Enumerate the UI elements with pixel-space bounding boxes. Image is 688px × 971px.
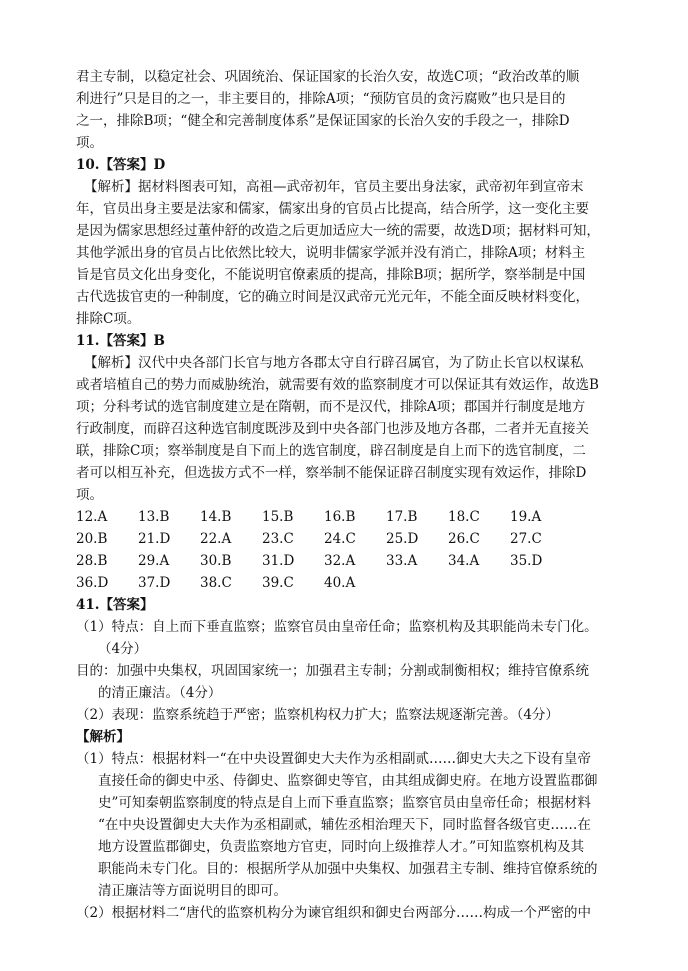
- answer-heading: 41.【答案】: [76, 597, 154, 613]
- answer-line: （4分）: [98, 641, 148, 657]
- answer-cell: 34.A: [448, 553, 480, 569]
- answer-cell: 29.A: [138, 553, 170, 569]
- answer-cell: 16.B: [324, 509, 356, 525]
- text-line: 行政制度，而辟召这种选官制度既涉及到中央各部门也涉及地方各郡，二者并无直接关: [76, 421, 589, 437]
- answer-row: [76, 506, 621, 528]
- text-line: 联，排除C项；察举制度是自下而上的选官制度，辟召制度是自上而下的选官制度，二: [76, 443, 586, 459]
- text-line: 【解析】汉代中央各部门长官与地方各郡太守自行辟召属官，为了防止长官以权谋私: [84, 355, 584, 371]
- text-line: 旨是官员文化出身变化，不能说明官僚素质的提高，排除B项；据所学，察举制是中国: [76, 267, 586, 283]
- text-line: 君主专制，以稳定社会、巩固统治、保证国家的长治久安，故选C项；“政治改革的顺: [76, 69, 580, 85]
- answer-cell: 19.A: [510, 509, 542, 525]
- answer-row: [76, 550, 621, 572]
- text-line: 排除C项。: [76, 311, 141, 327]
- answer-cell: 37.D: [138, 575, 171, 591]
- answer-cell: 33.A: [386, 553, 418, 569]
- text-line: 项。: [76, 135, 103, 151]
- answer-heading: 11.【答案】B: [76, 333, 165, 349]
- question-41: [76, 594, 621, 924]
- question-11: [76, 330, 621, 506]
- answer-line: （1）特点：自上而下垂直监察；监察官员由皇帝任命；监察机构及其职能尚未专门化。: [76, 619, 598, 635]
- answer-cell: 38.C: [200, 575, 232, 591]
- answer-cell: 12.A: [76, 509, 108, 525]
- answer-cell: 31.D: [262, 553, 295, 569]
- analysis-line: “在中央设置御史大夫作为丞相副贰，辅佐丞相治理天下，同时监督各级官吏……在: [98, 817, 591, 833]
- text-line: 之一，排除B项；“健全和完善制度体系”是保证国家的长治久安的手段之一，排除D: [76, 113, 570, 129]
- analysis-line: 地方设置监郡御史，负责监察地方官吏，同时向上级推荐人才。”可知监察机构及其: [98, 839, 585, 855]
- analysis-line: 职能尚未专门化。目的：根据所学从加强中央集权、加强君主专制、维持官僚系统的: [98, 861, 598, 877]
- text-line: 【解析】据材料图表可知，高祖—武帝初年，官员主要出身法家，武帝初年到宣帝末: [84, 179, 584, 195]
- paragraph-q9-tail: [76, 66, 621, 154]
- text-line: 者可以相互补充，但选拔方式不一样，察举制不能保证辟召制度实现有效运作，排除D: [76, 465, 587, 481]
- text-line: 其他学派出身的官员占比依然比较大，说明非儒家学派并没有消亡，排除A项；材料主: [76, 245, 586, 261]
- answer-line: 目的：加强中央集权，巩固国家统一；加强君主专制；分割或制衡相权；维持官僚系统: [76, 663, 589, 679]
- answer-cell: 32.A: [324, 553, 356, 569]
- answer-cell: 25.D: [386, 531, 419, 547]
- answer-cell: 18.C: [448, 509, 480, 525]
- text-line: 古代选拔官吏的一种制度，它的确立时间是汉武帝元光元年，不能全面反映材料变化，: [76, 289, 589, 305]
- answer-line: （2）表现：监察系统趋于严密；监察机构权力扩大；监察法规逐渐完善。（4分）: [76, 707, 559, 723]
- answer-cell: 40.A: [324, 575, 356, 591]
- answer-cell: 20.B: [76, 531, 108, 547]
- answer-cell: 23.C: [262, 531, 294, 547]
- answer-row: [76, 528, 621, 550]
- answer-cell: 24.C: [324, 531, 356, 547]
- answer-line: 的清正廉洁。（4分）: [98, 685, 222, 701]
- answer-key-grid: [76, 506, 621, 594]
- answer-row: [76, 572, 621, 594]
- analysis-line: （1）特点：根据材料一“在中央设置御史大夫作为丞相副贰……御史大夫之下设有皇帝: [76, 751, 591, 767]
- answer-cell: 21.D: [138, 531, 171, 547]
- text-line: 项。: [76, 487, 103, 503]
- question-10: [76, 154, 621, 330]
- answer-cell: 28.B: [76, 553, 108, 569]
- answer-cell: 39.C: [262, 575, 294, 591]
- answer-cell: 14.B: [200, 509, 232, 525]
- analysis-line: （2）根据材料二“唐代的监察机构分为谏官组织和御史台两部分……构成一个严密的中: [76, 905, 591, 921]
- text-line: 是因为儒家思想经过董仲舒的改造之后更加适应大一统的需要，故选D项；据材料可知，: [76, 223, 600, 239]
- analysis-line: 清正廉洁等方面说明目的即可。: [98, 883, 287, 899]
- answer-cell: 15.B: [262, 509, 294, 525]
- answer-cell: 27.C: [510, 531, 542, 547]
- document-page: [76, 66, 621, 924]
- text-line: 年，官员出身主要是法家和儒家，儒家出身的官员占比提高，结合所学，这一变化主要: [76, 201, 589, 217]
- analysis-line: 直接任命的御史中丞、侍御史、监察御史等官，由其组成御史府。在地方设置监郡御: [98, 773, 598, 789]
- analysis-heading: 【解析】: [76, 729, 130, 745]
- text-line: 利进行”只是目的之一，非主要目的，排除A项；“预防官员的贪污腐败”也只是目的: [76, 91, 566, 107]
- answer-cell: 17.B: [386, 509, 418, 525]
- text-line: 或者培植自己的势力而威胁统治，就需要有效的监察制度才可以保证其有效运作，故选B: [76, 377, 599, 393]
- answer-cell: 35.D: [510, 553, 543, 569]
- answer-cell: 22.A: [200, 531, 232, 547]
- answer-cell: 30.B: [200, 553, 232, 569]
- answer-cell: 36.D: [76, 575, 109, 591]
- answer-cell: 13.B: [138, 509, 170, 525]
- answer-heading: 10.【答案】D: [76, 157, 166, 173]
- answer-cell: 26.C: [448, 531, 480, 547]
- text-line: 项；分科考试的选官制度建立是在隋朝，而不是汉代，排除A项；郡国并行制度是地方: [76, 399, 586, 415]
- analysis-line: 史”可知秦朝监察制度的特点是自上而下垂直监察；监察官员由皇帝任命；根据材料: [98, 795, 591, 811]
